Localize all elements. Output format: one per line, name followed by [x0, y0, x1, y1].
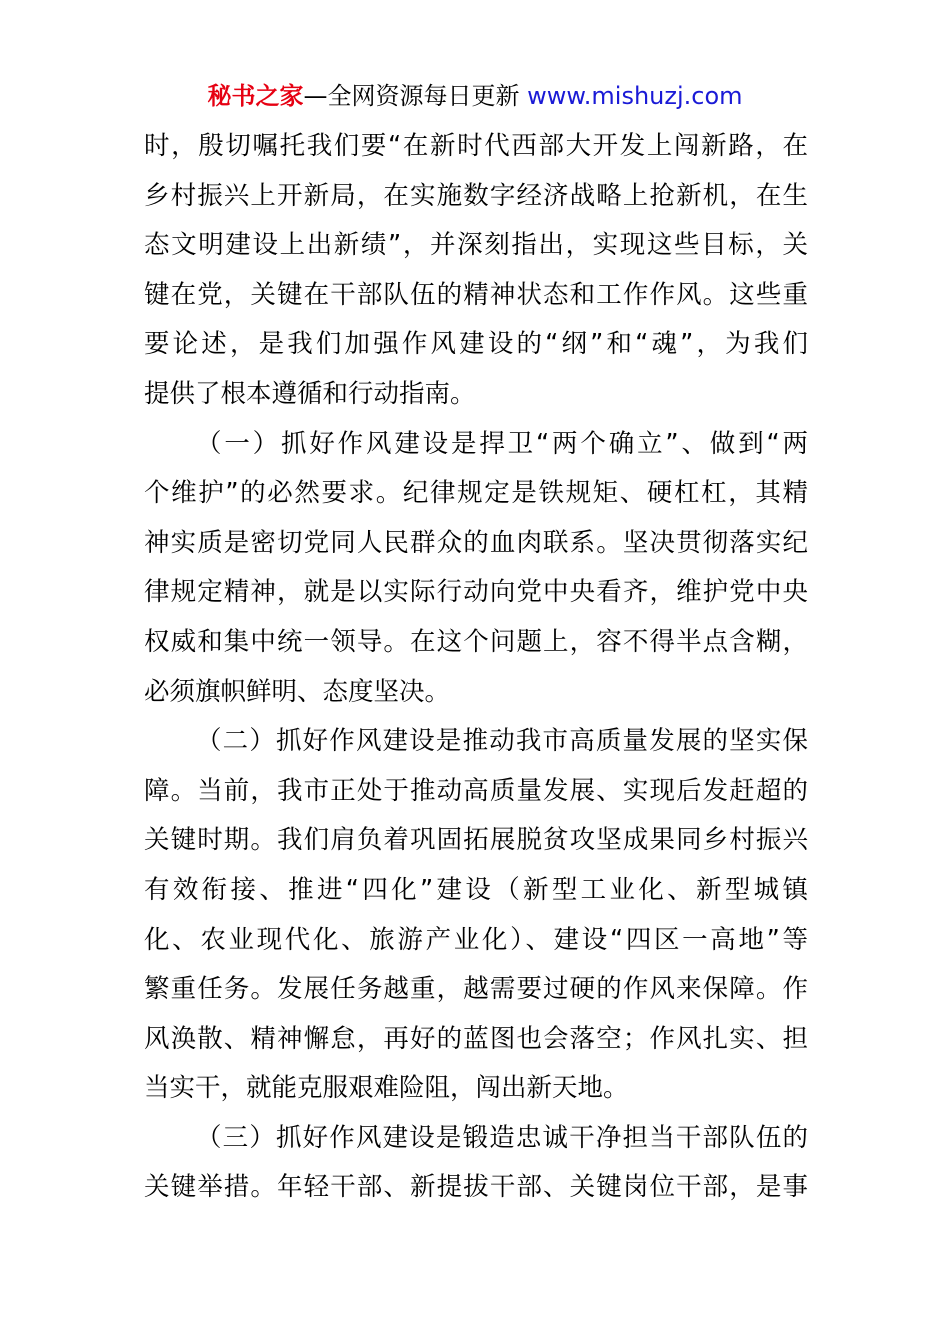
body-line: 关键时期。我们肩负着巩固拓展脱贫攻坚成果同乡村振兴 — [144, 825, 808, 856]
body-line: 权威和集中统一领导。在这个问题上，容不得半点含糊， — [144, 626, 808, 657]
body-line: （一）抓好作风建设是捍卫“两个确立”、做到“两 — [196, 428, 808, 459]
body-line: 键在党，关键在干部队伍的精神状态和工作作风。这些重 — [144, 279, 808, 310]
site-url-link[interactable]: www.mishuzj.com — [527, 82, 743, 110]
site-brand: 秘书之家 — [207, 82, 304, 110]
body-line: 个维护”的必然要求。纪律规定是铁规矩、硬杠杠，其精 — [144, 478, 808, 509]
body-line: 化、农业现代化、旅游产业化）、建设“四区一高地”等 — [144, 924, 808, 955]
body-line: 提供了根本遵循和行动指南。 — [144, 378, 476, 409]
body-line: 态文明建设上出新绩”，并深刻指出，实现这些目标，关 — [144, 230, 808, 261]
body-line: 当实干，就能克服艰难险阻，闯出新天地。 — [144, 1073, 629, 1104]
body-line: 神实质是密切党同人民群众的血肉联系。坚决贯彻落实纪 — [144, 527, 808, 558]
site-tagline: —全网资源每日更新 — [303, 82, 528, 110]
body-line: 时，殷切嘱托我们要“在新时代西部大开发上闯新路，在 — [144, 131, 808, 161]
body-line: 乡村振兴上开新局，在实施数字经济战略上抢新机，在生 — [144, 180, 808, 211]
document-body — [144, 122, 808, 1213]
body-line: 要论述，是我们加强作风建设的“纲”和“魂”，为我们 — [144, 329, 808, 360]
body-line: 风涣散、精神懈怠，再好的蓝图也会落空；作风扎实、担 — [144, 1023, 808, 1054]
body-line: 关键举措。年轻干部、新提拔干部、关键岗位干部，是事 — [144, 1172, 808, 1203]
body-line: （三）抓好作风建设是锻造忠诚干净担当干部队伍的 — [196, 1122, 808, 1153]
body-line: （二）抓好作风建设是推动我市高质量发展的坚实保 — [196, 726, 808, 757]
body-line: 繁重任务。发展任务越重，越需要过硬的作风来保障。作 — [144, 974, 808, 1005]
site-header — [0, 78, 950, 114]
body-line: 有效衔接、推进“四化”建设（新型工业化、新型城镇 — [144, 874, 808, 905]
body-line: 必须旗帜鲜明、态度坚决。 — [144, 676, 451, 707]
body-line: 障。当前，我市正处于推动高质量发展、实现后发赶超的 — [144, 775, 808, 806]
body-line: 律规定精神，就是以实际行动向党中央看齐，维护党中央 — [144, 577, 808, 608]
